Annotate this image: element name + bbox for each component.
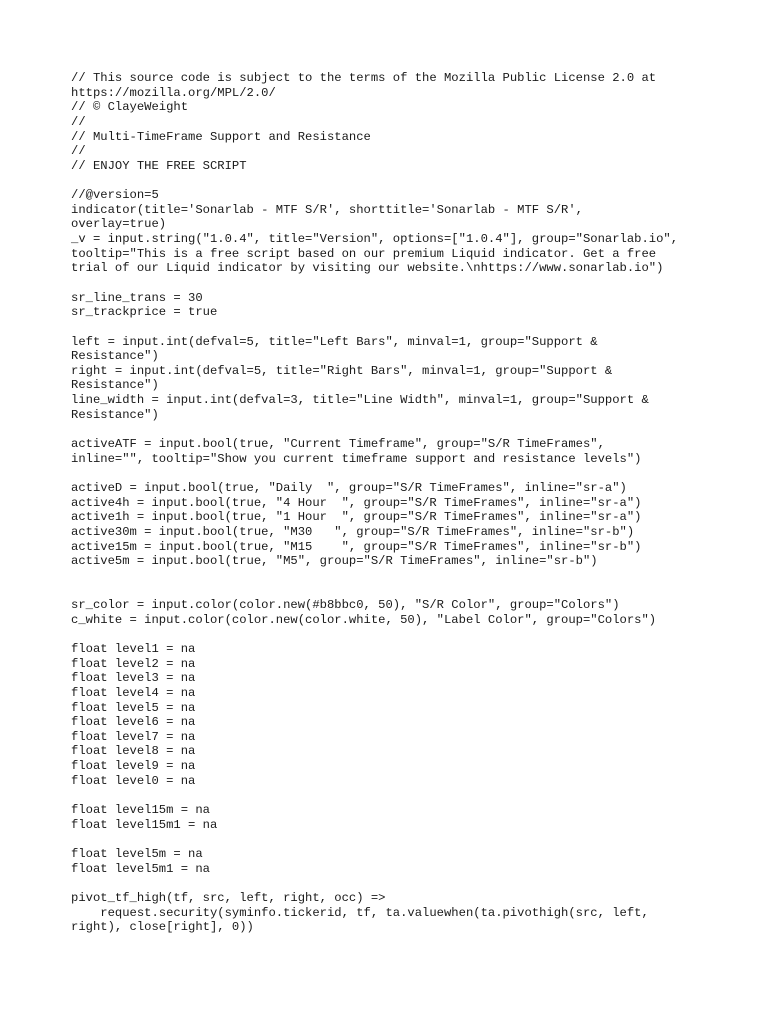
code-line: right = input.int(defval=5, title="Right Bars", minval=1, group="Support & <box>71 363 613 378</box>
code-line <box>71 569 751 584</box>
code-line: // <box>71 114 86 129</box>
code-line: float level0 = na <box>71 773 196 788</box>
code-line: // © ClayeWeight <box>71 100 189 115</box>
code-line <box>71 876 751 891</box>
code-line <box>71 466 751 481</box>
code-line: active4h = input.bool(true, "4 Hour ", group="S/R TimeFrames", inline="sr-a") <box>71 495 642 510</box>
code-line: float level15m1 = na <box>71 817 218 832</box>
code-line: Resistance") <box>71 349 159 364</box>
code-line: https://mozilla.org/MPL/2.0/ <box>71 85 276 100</box>
code-line: trial of our Liquid indicator by visiting our website.\nhttps://www.sonarlab.io") <box>71 261 664 276</box>
code-line <box>71 173 751 188</box>
source-code-block <box>71 71 751 935</box>
code-line: float level8 = na <box>71 744 196 759</box>
code-line <box>71 832 751 847</box>
code-line: float level5m1 = na <box>71 861 210 876</box>
code-line: // ENJOY THE FREE SCRIPT <box>71 158 247 173</box>
code-line: sr_line_trans = 30 <box>71 290 203 305</box>
code-line: _v = input.string("1.0.4", title="Version", options=["1.0.4"], group="Sonarlab.io", <box>71 232 679 247</box>
code-line: float level1 = na <box>71 641 196 656</box>
code-line: active30m = input.bool(true, "M30 ", group="S/R TimeFrames", inline="sr-b") <box>71 524 635 539</box>
code-line <box>71 788 751 803</box>
code-line: right), close[right], 0)) <box>71 920 254 935</box>
code-line: tooltip="This is a free script based on our premium Liquid indicator. Get a free <box>71 246 657 261</box>
code-line: overlay=true) <box>71 217 167 232</box>
code-line <box>71 422 751 437</box>
code-line <box>71 276 751 291</box>
code-line: float level15m = na <box>71 803 210 818</box>
code-line: pivot_tf_high(tf, src, left, right, occ) => <box>71 890 386 905</box>
code-line: sr_trackprice = true <box>71 305 218 320</box>
code-line: sr_color = input.color(color.new(#b8bbc0, 50), "S/R Color", group="Colors") <box>71 598 620 613</box>
code-line: // <box>71 144 86 159</box>
code-line <box>71 320 751 335</box>
code-line: float level5m = na <box>71 846 203 861</box>
code-line: // This source code is subject to the terms of the Mozilla Public License 2.0 at <box>71 71 657 85</box>
code-line: float level4 = na <box>71 685 196 700</box>
code-line: left = input.int(defval=5, title="Left Bars", minval=1, group="Support & <box>71 334 598 349</box>
code-line: float level6 = na <box>71 715 196 730</box>
code-line: indicator(title='Sonarlab - MTF S/R', shorttitle='Sonarlab - MTF S/R', <box>71 202 583 217</box>
code-line: inline="", tooltip="Show you current timeframe support and resistance levels") <box>71 451 642 466</box>
code-line: Resistance") <box>71 407 159 422</box>
code-line: float level3 = na <box>71 671 196 686</box>
code-line: c_white = input.color(color.new(color.white, 50), "Label Color", group="Colors") <box>71 612 657 627</box>
code-line: request.security(syminfo.tickerid, tf, ta.valuewhen(ta.pivothigh(src, left, <box>71 905 649 920</box>
code-line: active15m = input.bool(true, "M15 ", group="S/R TimeFrames", inline="sr-b") <box>71 539 642 554</box>
code-line: activeATF = input.bool(true, "Current Timeframe", group="S/R TimeFrames", <box>71 437 605 452</box>
code-line: float level7 = na <box>71 729 196 744</box>
code-line <box>71 627 751 642</box>
code-line: float level2 = na <box>71 656 196 671</box>
code-line: float level5 = na <box>71 700 196 715</box>
code-line: active1h = input.bool(true, "1 Hour ", group="S/R TimeFrames", inline="sr-a") <box>71 510 642 525</box>
code-line: activeD = input.bool(true, "Daily ", group="S/R TimeFrames", inline="sr-a") <box>71 480 627 495</box>
code-line: // Multi-TimeFrame Support and Resistance <box>71 129 371 144</box>
code-line: Resistance") <box>71 378 159 393</box>
code-line: active5m = input.bool(true, "M5", group="S/R TimeFrames", inline="sr-b") <box>71 554 598 569</box>
code-line: //@version=5 <box>71 188 159 203</box>
code-line: line_width = input.int(defval=3, title="Line Width", minval=1, group="Support & <box>71 393 649 408</box>
code-line <box>71 583 751 598</box>
code-line: float level9 = na <box>71 759 196 774</box>
